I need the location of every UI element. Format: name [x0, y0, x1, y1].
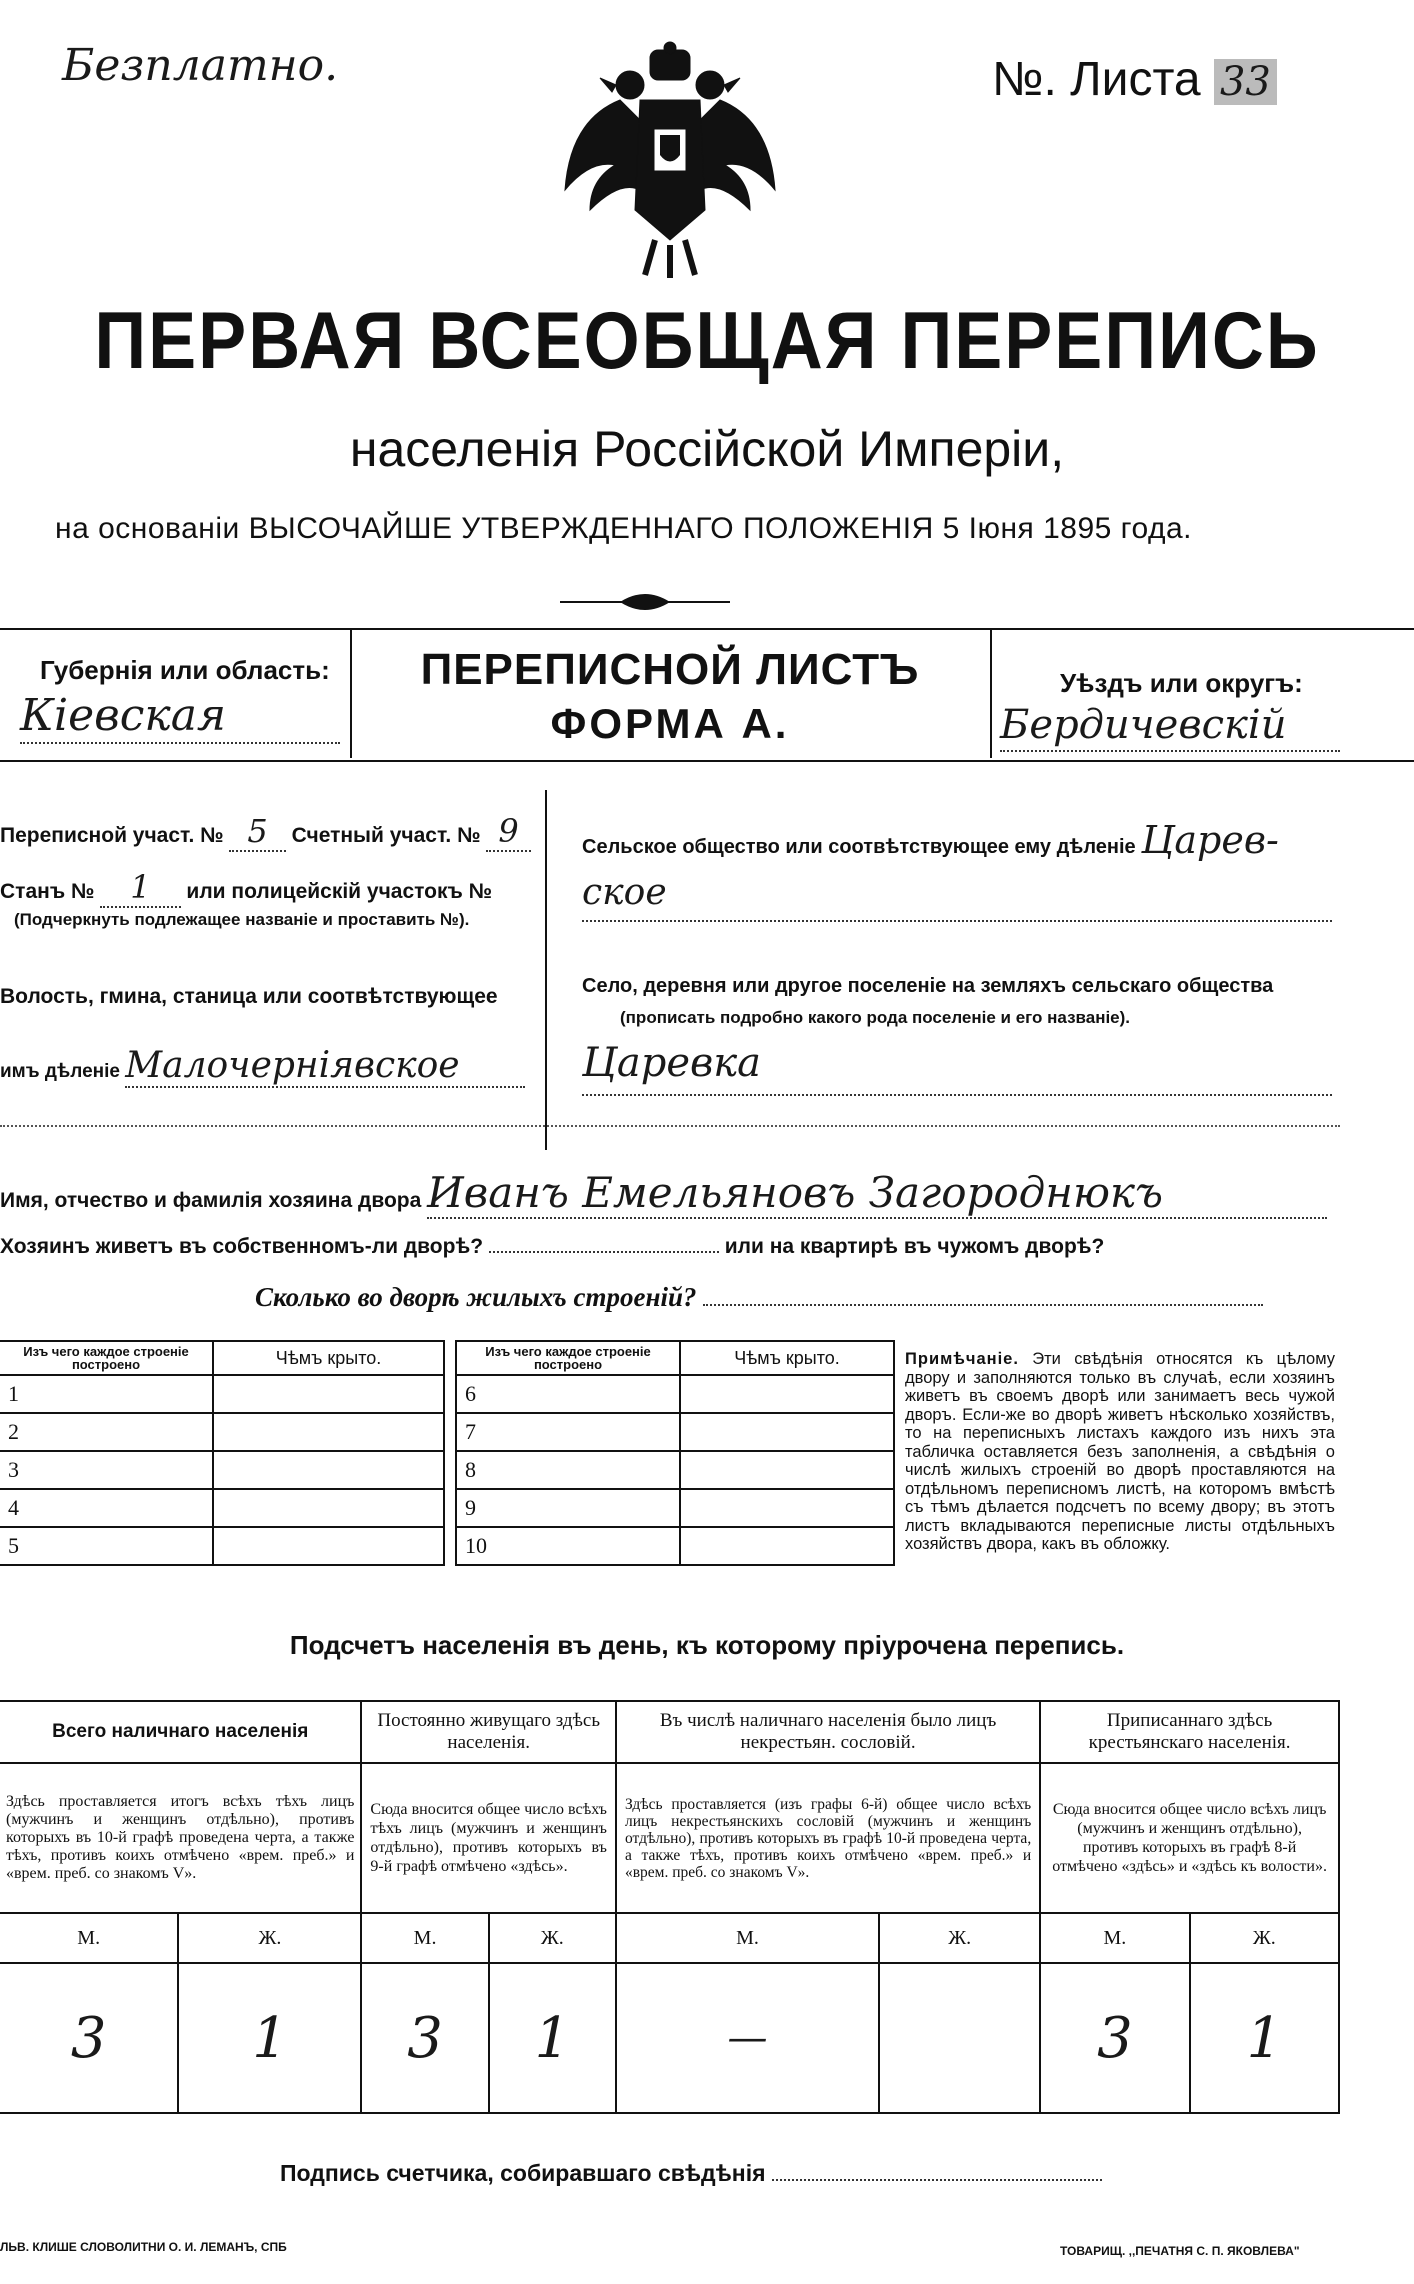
society-line: Сельское общество или соотвѣтствующее ему дѣленіе Царев- — [582, 818, 1279, 862]
right-printer-mark: ТОВАРИЩ. ,,ПЕЧАТНЯ С. П. ЯКОВЛЕВА" — [1060, 2244, 1300, 2258]
note-text: Эти свѣдѣнія относятся къ цѣлому двору и заполняются только въ случаѣ, если хозяинъ живетъ въ своемъ дворѣ или занимаетъ весь чужой дворъ. Если-же во дворѣ живетъ нѣсколько хозяйствъ, то на переписныхъ листахъ каждого изъ нихъ эта табличка оставляется безъ заполненія, а свѣдѣнія о числѣ жилыхъ строеній во дворѣ проставляются на отдѣльномъ переписномъ листѣ, на которомъ вмѣстѣ съ тѣмъ дѣлается подсчетъ по всему двору; въ этотъ листъ вкладываются переписные листы отдѣльныхъ хозяйствъ двора, какъ въ обложку. — [905, 1350, 1335, 1553]
owner-line: Имя, отчество и фамилія хозяина двора Иванъ Емельяновъ Загороднюкъ — [0, 1168, 1327, 1219]
buildings-col1-header: Изъ чего каждое строеніе построено — [0, 1341, 213, 1375]
count-col2-desc: Сюда вносится общее число всѣхъ тѣхъ лицъ (мужчинъ и женщинъ отдѣльно), противъ которыхъ въ 9-й графѣ отмѣчено «здѣсь». — [361, 1763, 616, 1913]
volost-label: Волость, гмина, станица или соотвѣтствующее — [0, 985, 498, 1008]
coat-of-arms-icon — [560, 40, 780, 280]
volost-value: Малочерніявское — [125, 1045, 525, 1088]
census-area: Переписной участ. № 5 Счетный участ. № 9 — [0, 812, 531, 850]
buildings-question: Сколько во дворѣ жилыхъ строеній? — [255, 1282, 1263, 1313]
count-col1-m: 3 — [0, 1963, 178, 2113]
society-value-2: ское — [582, 872, 1332, 922]
volost-label-2: имъ дѣленіе Малочерніявское — [0, 1045, 525, 1088]
uezd-label: Уѣздъ или округъ: — [1060, 668, 1303, 698]
left-printer-mark: ЛЬВ. КЛИШЕ СЛОВОЛИТНИ О. И. ЛЕМАНЪ, СПБ — [0, 2240, 287, 2254]
count-col3-desc: Здѣсь проставляется (изъ графы 6-й) общее число всѣхъ лицъ некрестьянскихъ сословій (мужчинъ и женщинъ отдѣльно), противъ которыхъ въ графѣ 10-й проведена черта, а также тѣхъ, противъ коихъ отмѣчено «врем. преб.» и «врем. преб. со знакомъ V». — [616, 1763, 1040, 1913]
buildings-table-left: Изъ чего каждое строеніе построено Чѣмъ крыто. 1 2 3 4 5 — [0, 1340, 445, 1566]
form-subtitle: ФОРМА А. — [550, 700, 790, 747]
page-title: ПЕРВАЯ ВСЕОБЩАЯ ПЕРЕПИСЬ — [94, 296, 1320, 386]
page-subtitle: населенія Россійской Имперіи, — [349, 421, 1065, 477]
gubernia-value: Кіевская — [20, 690, 340, 744]
count-col1-header: Всего наличнаго населенія — [0, 1701, 361, 1763]
count-col2-f: 1 — [489, 1963, 616, 2113]
sheet-number — [992, 52, 1277, 107]
stan-line: Станъ № 1 или полицейскій участокъ № — [0, 868, 493, 906]
village-label: Село, деревня или другое поселеніе на земляхъ сельскаго общества — [582, 975, 1274, 997]
note-block — [905, 1350, 1335, 1554]
count-col4-m: 3 — [1040, 1963, 1189, 2113]
form-title: ПЕРЕПИСНОЙ ЛИСТЪ — [420, 645, 920, 694]
sheet-number-value: 33 — [1214, 59, 1277, 105]
owner-name-value: Иванъ Емельяновъ Загороднюкъ — [427, 1168, 1327, 1219]
count-col2-header: Постоянно живущаго здѣсь населенія. — [361, 1701, 616, 1763]
count-col2-m: 3 — [361, 1963, 488, 2113]
count-col4-f: 1 — [1190, 1963, 1339, 2113]
basis-line: на основаніи ВЫСОЧАЙШЕ УТВЕРЖДЕННАГО ПОЛОЖЕНІЯ 5 Іюня 1895 года. — [55, 512, 1193, 545]
count-table: Всего наличнаго населенія Постоянно живущаго здѣсь населенія. Въ числѣ наличнаго населенія было лицъ некрестьян. сословій. Приписаннаго здѣсь крестьянскаго населенія. Здѣсь проставляется итогъ всѣхъ тѣхъ лицъ (мужчинъ и женщинъ отдѣльно), противъ которыхъ въ 10-й графѣ проведена черта, а также тѣхъ, противъ коихъ отмѣчено «врем. преб.» и «врем. преб. со знакомъ V». Сюда вносится общее число всѣхъ тѣхъ лицъ (мужчинъ и женщинъ отдѣльно), противъ которыхъ въ 9-й графѣ отмѣчено «здѣсь». Здѣсь проставляется (изъ графы 6-й) общее число всѣхъ лицъ некрестьянскихъ сословій (мужчинъ и женщинъ отдѣльно), противъ которыхъ въ графѣ 10-й проведена черта, а также тѣхъ, противъ коихъ отмѣчено «врем. преб.» и «врем. преб. со знакомъ V». Сюда вносится общее число всѣхъ лицъ (мужчинъ и женщинъ отдѣльно), противъ которыхъ въ графѣ 8-й отмѣчено «здѣсь» и «здѣсь къ волости». М. Ж. М. Ж. М. Ж. М. Ж. 3 1 3 1 — 3 1 — [0, 1700, 1340, 2114]
uezd-value: Бердичевскій — [1000, 702, 1340, 752]
buildings-col2-header: Чѣмъ крыто. — [213, 1341, 444, 1375]
sheet-number-label: №. Листа — [992, 53, 1201, 106]
buildings-table-right: Изъ чего каждое строеніе построено Чѣмъ крыто. 6 7 8 9 10 — [455, 1340, 895, 1566]
count-col3-m: — — [616, 1963, 879, 2113]
count-col4-header: Приписаннаго здѣсь крестьянскаго населенія. — [1040, 1701, 1339, 1763]
count-title: Подсчетъ населенія въ день, къ которому пріурочена перепись. — [289, 1630, 1125, 1660]
count-col1-desc: Здѣсь проставляется итогъ всѣхъ тѣхъ лицъ (мужчинъ и женщинъ отдѣльно), противъ которыхъ въ 10-й графѣ проведена черта, а также тѣхъ, противъ коихъ отмѣчено «врем. преб.» и «врем. преб. со знакомъ V». — [0, 1763, 361, 1913]
count-col4-desc: Сюда вносится общее число всѣхъ лицъ (мужчинъ и женщинъ отдѣльно), противъ которыхъ въ графѣ 8-й отмѣчено «здѣсь» и «здѣсь къ волости». — [1040, 1763, 1339, 1913]
free-label: Безплатно. — [62, 40, 339, 91]
stan-note: (Подчеркнуть подлежащее названіе и проставить №). — [14, 910, 470, 929]
ornament-divider — [560, 590, 730, 614]
count-col1-f: 1 — [178, 1963, 361, 2113]
count-col3-header: Въ числѣ наличнаго населенія было лицъ некрестьян. сословій. — [616, 1701, 1040, 1763]
count-col3-f — [879, 1963, 1040, 2113]
village-note: (прописать подробно какого рода поселеніе и его названіе). — [620, 1008, 1131, 1027]
signature-line: Подпись счетчика, собиравшаго свѣдѣнія — [280, 2160, 1102, 2187]
note-title: Примѣчаніе. — [905, 1350, 1019, 1368]
owner-lives-line: Хозяинъ живетъ въ собственномъ-ли дворѣ? или на квартирѣ въ чужомъ дворѣ? — [0, 1235, 1105, 1258]
village-value: Царевка — [582, 1040, 1332, 1096]
gubernia-label: Губернія или область: — [40, 655, 330, 685]
